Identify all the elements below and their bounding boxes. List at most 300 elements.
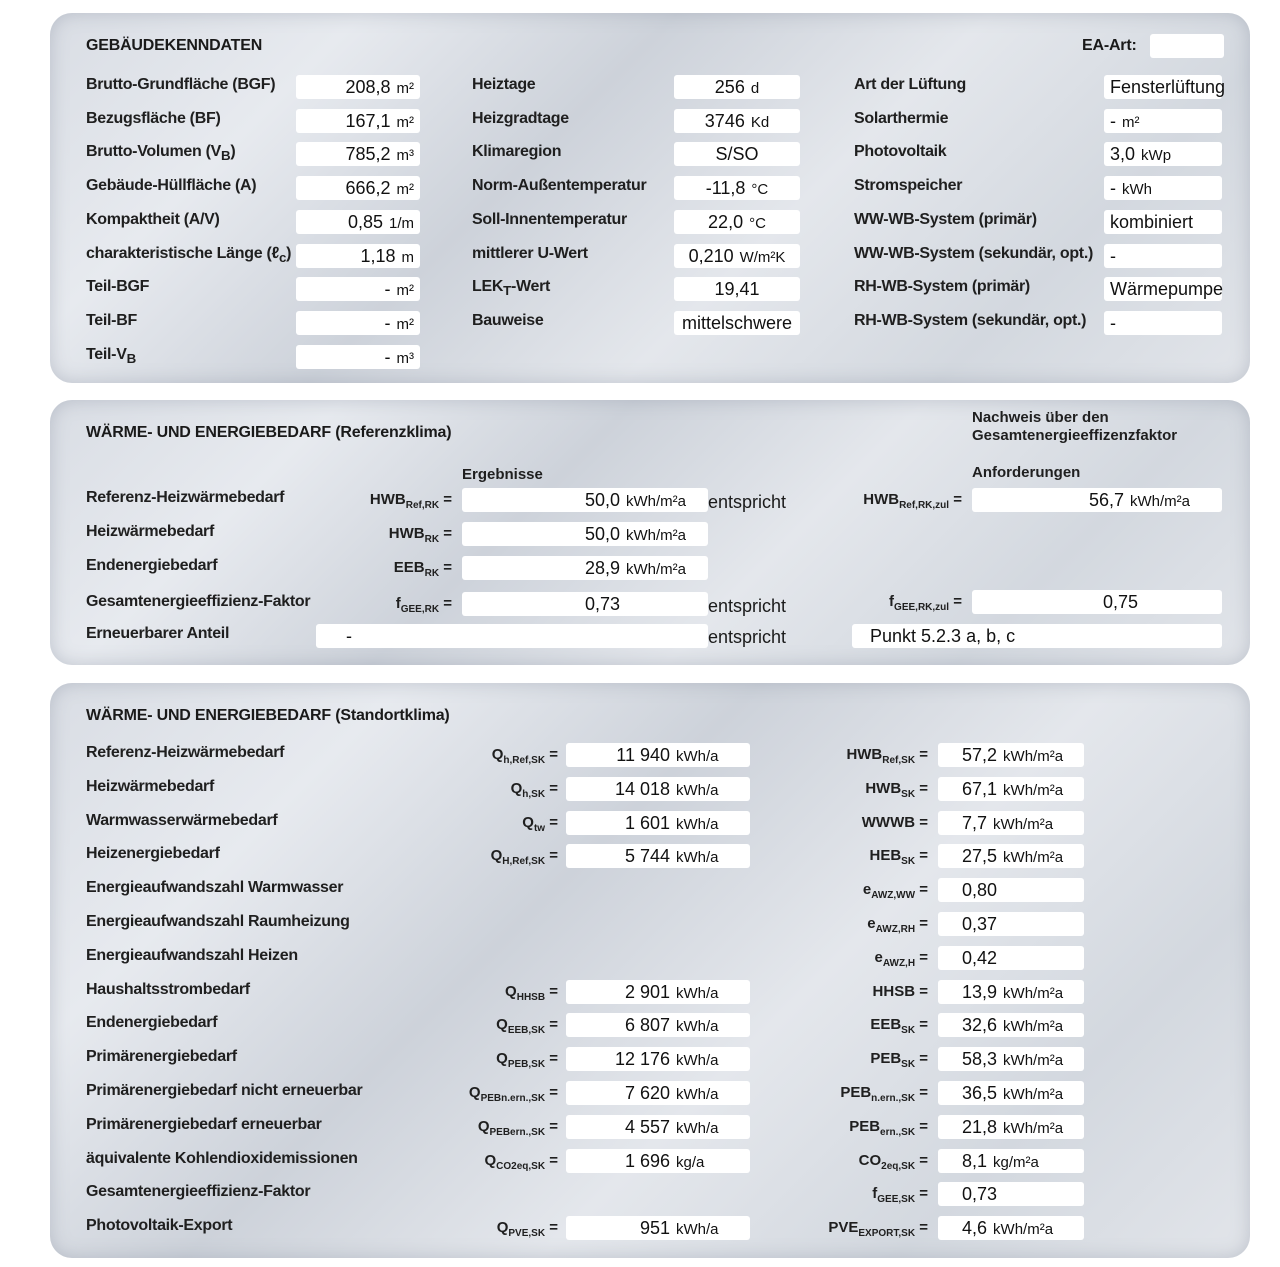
symbol-text: EEB — [870, 1016, 902, 1034]
unit-text: kWh/m²a — [1003, 1052, 1064, 1070]
quantity-field[interactable] — [566, 1013, 750, 1037]
unit-text: kg/a — [676, 1153, 705, 1171]
row-label — [86, 1082, 362, 1100]
label-text: Referenz-Heizwärmebedarf — [86, 489, 285, 506]
field-label — [472, 76, 535, 94]
quantity-field[interactable] — [566, 1081, 750, 1105]
specific-field[interactable] — [938, 844, 1084, 868]
symbol-text: Q — [496, 1219, 509, 1237]
value-text: - — [1110, 245, 1116, 266]
symbol-text: HWB — [388, 525, 425, 542]
quantity-field[interactable] — [566, 1149, 750, 1173]
unit-text: kWh/m²a — [1003, 849, 1064, 867]
row-label — [86, 913, 350, 931]
note-line-1: Nachweis über den — [972, 409, 1109, 426]
symbol-text: HHSB — [872, 982, 916, 1000]
label-text: Endenergiebedarf — [86, 1014, 218, 1032]
subscript: SK — [901, 1059, 916, 1071]
field-label — [854, 110, 948, 128]
value-text: 11 940 — [616, 745, 670, 765]
requirements-label: Anforderungen — [972, 464, 1081, 481]
unit-text: m² — [396, 315, 414, 333]
field-label — [86, 76, 275, 94]
unit-text: kg/m²a — [993, 1153, 1039, 1171]
row-label — [86, 1150, 358, 1168]
value-text: kombiniert — [1110, 211, 1194, 232]
entspricht-text — [708, 627, 786, 648]
results-label: Ergebnisse — [462, 466, 543, 483]
symbol-text: EEB — [393, 559, 425, 576]
subscript: AWZ,WW — [871, 890, 916, 902]
label-text: Heizwärmebedarf — [86, 777, 214, 795]
result-label — [86, 557, 217, 575]
panel-standortklima — [50, 683, 1250, 1258]
value-field[interactable] — [296, 142, 420, 166]
quantity-symbol: $Q_{PEBn.ern.,SK}$ = — [468, 1084, 558, 1104]
label-text: Solarthermie — [854, 109, 949, 127]
requirement-field[interactable] — [972, 590, 1222, 614]
requirement-symbol: $HWB_{Ref,RK,zul}$ = — [863, 491, 962, 511]
value-text: - — [1110, 312, 1116, 333]
value-text: 167,1 — [345, 110, 391, 131]
label-text: Heiztage — [472, 76, 536, 93]
value-text: 19,41 — [714, 279, 760, 300]
symbol-text: HWB — [846, 746, 883, 763]
specific-symbol: $e_{AWZ,RH}$ = — [867, 915, 928, 935]
label-text: Heizwärmebedarf — [86, 523, 214, 540]
value-text: 50,0 — [584, 524, 620, 544]
unit-text: kWh/a — [676, 1221, 719, 1239]
quantity-field[interactable] — [566, 743, 750, 767]
subscript: Ref,SK — [882, 755, 916, 766]
value-text: 8,1 — [962, 1150, 988, 1171]
subscript: PEBn.ern.,SK — [480, 1093, 546, 1104]
value-field[interactable] — [1104, 311, 1222, 335]
value-field[interactable] — [296, 75, 420, 99]
value-text: 0,73 — [962, 1184, 998, 1205]
field-label — [472, 211, 627, 229]
specific-field[interactable] — [938, 878, 1084, 902]
entspricht-label: entspricht — [708, 627, 787, 647]
specific-symbol: $HWB_{Ref,SK}$ = — [846, 746, 928, 766]
subscript: 2eq,SK — [881, 1160, 916, 1172]
section-title: WÄRME- UND ENERGIEBEDARF (Referenzklima) — [86, 424, 452, 441]
quantity-field[interactable] — [566, 811, 750, 835]
value-field[interactable] — [674, 109, 800, 133]
label-text: Teil-BF — [86, 311, 137, 329]
label-text: WW-WB-System (primär) — [854, 210, 1037, 228]
quantity-field[interactable] — [566, 1047, 750, 1071]
unit-text: d — [750, 80, 760, 97]
subscript: GEE,RK,zul — [894, 602, 950, 613]
row-label — [86, 744, 284, 762]
subscript: EXPORT,SK — [858, 1228, 916, 1240]
value-text: S/SO — [715, 144, 759, 165]
label-text: Brutto-Grundfläche (BGF) — [86, 76, 276, 93]
subscript: Ref,RK,zul — [899, 500, 950, 511]
symbol-text: Q — [484, 1151, 497, 1169]
label-text: Bauweise — [472, 311, 544, 329]
unit-text: m² — [396, 80, 414, 97]
value-field[interactable] — [296, 176, 420, 200]
unit-text: m² — [396, 282, 414, 300]
label-text: Primärenergiebedarf — [86, 1048, 237, 1066]
row-label — [86, 947, 298, 965]
specific-field[interactable] — [938, 980, 1084, 1004]
quantity-field[interactable] — [566, 777, 750, 801]
label-text: Endenergiebedarf — [86, 557, 218, 574]
value-field[interactable] — [674, 311, 800, 335]
label-text: Art der Lüftung — [854, 76, 966, 93]
field-label — [86, 177, 256, 195]
value-text: 50,0 — [584, 490, 620, 510]
section-title: WÄRME- UND ENERGIEBEDARF (Standortklima) — [86, 707, 450, 724]
value-text: 58,3 — [962, 1049, 998, 1070]
value-text: - — [1110, 110, 1116, 131]
value-text: 1,18 — [360, 245, 396, 266]
label-text: RH-WB-System (primär) — [854, 278, 1030, 296]
ea-art-field[interactable] — [1150, 34, 1224, 58]
result-symbol: $HWB_{RK}$ = — [388, 525, 452, 545]
result-field[interactable] — [462, 556, 708, 580]
symbol-text: HWB — [369, 491, 406, 508]
value-text: 1 601 — [624, 812, 670, 833]
value-text: 14 018 — [614, 778, 670, 799]
unit-text: kWh/m²a — [1003, 1119, 1064, 1137]
specific-symbol: $e_{AWZ,H}$ = — [874, 948, 928, 969]
specific-field[interactable] — [938, 1149, 1084, 1173]
result-symbol: $EEB_{RK}$ = — [393, 559, 452, 579]
subscript: SK — [901, 788, 916, 800]
field-label — [854, 245, 1093, 263]
value-text: 57,2 — [962, 745, 998, 765]
value-field[interactable] — [674, 75, 800, 99]
unit-text: kWh/a — [676, 1052, 719, 1070]
value-field[interactable] — [296, 210, 420, 234]
value-text: 21,8 — [962, 1116, 998, 1137]
subscript: tw — [533, 822, 546, 834]
unit-text: kWh/a — [676, 1119, 719, 1137]
value-field[interactable] — [296, 109, 420, 133]
row-label — [86, 812, 277, 830]
unit-text: kWh/m²a — [1003, 748, 1064, 765]
specific-symbol: $e_{AWZ,WW}$ = — [862, 881, 928, 902]
unit-text: m² — [396, 113, 414, 131]
subscript: EEB,SK — [507, 1025, 546, 1037]
label-text: Bezugsfläche (BF) — [86, 109, 221, 127]
subscript: PEBern.,SK — [489, 1126, 546, 1138]
requirement-field[interactable] — [972, 488, 1222, 512]
value-text: 4,6 — [962, 1218, 988, 1239]
label-tail: -Wert — [510, 278, 551, 296]
label-text: Teil-BGF — [86, 278, 150, 296]
row-label — [86, 879, 343, 897]
label-text: Primärenergiebedarf nicht erneuerbar — [86, 1082, 363, 1099]
specific-field[interactable] — [938, 743, 1084, 767]
label-text: RH-WB-System (sekundär, opt.) — [854, 311, 1087, 329]
subscript: Ref,RK — [405, 500, 440, 511]
label-text: Kompaktheit (A/V) — [86, 210, 220, 228]
specific-symbol: $HWB_{SK}$ = — [865, 779, 928, 800]
unit-text: kWh/m²a — [993, 815, 1054, 833]
unit-text: kWh/a — [676, 1018, 719, 1036]
value-text: 3,0 — [1110, 144, 1136, 165]
quantity-symbol: $Q_{PEB,SK}$ = — [496, 1050, 558, 1071]
unit-text: kWh/a — [676, 781, 719, 799]
value-text: 28,9 — [584, 558, 620, 578]
quantity-field[interactable] — [566, 980, 750, 1004]
specific-field[interactable] — [938, 1216, 1084, 1240]
value-text: 13,9 — [962, 981, 998, 1002]
symbol-text: WWWB — [861, 813, 916, 831]
value-text: - — [384, 312, 391, 333]
value-text: 0,37 — [962, 914, 998, 934]
value-text: 208,8 — [345, 77, 391, 97]
field-label — [86, 312, 137, 330]
result-label — [86, 625, 229, 643]
symbol-text: PEB — [840, 1084, 872, 1101]
subscript: HHSB — [516, 991, 546, 1003]
label-text: Heizenergiebedarf — [86, 845, 220, 863]
field-label — [472, 177, 646, 195]
specific-symbol: WWWB = — [861, 813, 928, 831]
value-field[interactable] — [296, 311, 420, 335]
unit-text: kWh/m²a — [626, 561, 686, 578]
quantity-symbol: $Q_{EEB,SK}$ = — [496, 1016, 558, 1037]
value-field[interactable] — [674, 176, 800, 200]
symbol-text: CO — [858, 1151, 882, 1169]
result-field[interactable] — [462, 592, 708, 616]
value-text: 6 807 — [624, 1015, 670, 1036]
symbol-text: Q — [490, 847, 503, 865]
subscript: CO2eq,SK — [496, 1160, 546, 1172]
value-text: 666,2 — [345, 178, 391, 199]
subscript: AWZ,H — [882, 957, 916, 969]
value-text: 67,1 — [962, 778, 998, 799]
specific-symbol: $PVE_{EXPORT,SK}$ = — [828, 1219, 928, 1240]
value-field[interactable] — [1104, 244, 1222, 268]
unit-text: m³ — [396, 147, 414, 165]
panel-referenzklima — [50, 400, 1250, 665]
quantity-symbol: $Q_{PEBern.,SK}$ = — [477, 1117, 558, 1138]
row-label — [86, 778, 214, 796]
specific-field[interactable] — [938, 1182, 1084, 1206]
value-text: 0,42 — [962, 947, 998, 968]
quantity-symbol: $Q_{h,SK}$ = — [510, 779, 558, 800]
result-field[interactable] — [316, 624, 708, 648]
symbol-text: e — [867, 915, 876, 932]
subscript: PVE,SK — [508, 1228, 546, 1240]
field-label — [86, 346, 136, 366]
result-label — [86, 489, 284, 507]
symbol-text: HWB — [863, 491, 900, 508]
unit-text: m³ — [396, 349, 414, 367]
value-text: 22,0 — [708, 211, 744, 232]
value-text: 785,2 — [345, 144, 391, 165]
value-text: Wärmepumpe — [1110, 279, 1224, 300]
result-symbol: $HWB_{Ref,RK}$ = — [369, 491, 452, 511]
result-symbol: $f_{GEE,RK}$ = — [395, 595, 452, 615]
subscript: B — [221, 148, 231, 164]
symbol-text: f — [872, 1185, 878, 1203]
field-label — [472, 278, 550, 298]
row-label — [86, 1217, 232, 1235]
value-text: - — [346, 626, 352, 646]
value-text: 56,7 — [1088, 490, 1124, 510]
value-field[interactable] — [296, 277, 420, 301]
specific-symbol: HHSB = — [872, 982, 928, 1000]
label-tail: ) — [286, 244, 292, 262]
label-text: Photovoltaik-Export — [86, 1217, 233, 1235]
symbol-text: f — [889, 593, 895, 610]
value-text: 5 744 — [624, 846, 670, 867]
symbol-text: HEB — [869, 847, 902, 865]
symbol-text: Q — [477, 1117, 490, 1135]
symbol-text: f — [395, 595, 401, 612]
label-text: charakteristische Länge (ℓ — [86, 244, 279, 262]
value-text: mittelschwere — [681, 312, 793, 333]
unit-text: 1/m — [388, 214, 414, 232]
subscript: H,Ref,SK — [502, 856, 546, 868]
label-text: Soll-Innentemperatur — [472, 210, 627, 228]
label-text: Energieaufwandszahl Heizen — [86, 946, 298, 964]
value-field[interactable] — [1104, 277, 1222, 301]
section-title: GEBÄUDEKENNDATEN — [86, 37, 263, 54]
field-label — [86, 278, 149, 296]
value-text: 27,5 — [962, 846, 998, 867]
quantity-field[interactable] — [566, 1216, 750, 1240]
unit-text: kWh/m²a — [626, 527, 686, 544]
symbol-text: Q — [468, 1084, 481, 1101]
quantity-field[interactable] — [566, 844, 750, 868]
quantity-symbol: $Q_{h,Ref,SK}$ = — [491, 746, 558, 766]
specific-field[interactable] — [938, 1013, 1084, 1037]
value-text: 2 901 — [624, 981, 670, 1002]
subscript: AWZ,RH — [875, 924, 916, 935]
field-label — [472, 143, 561, 161]
value-text: 36,5 — [962, 1083, 998, 1103]
field-label — [854, 278, 1030, 296]
value-field[interactable] — [1104, 75, 1226, 99]
label-text: mittlerer U-Wert — [472, 244, 588, 262]
subscript: h,Ref,SK — [503, 755, 546, 766]
subscript: h,SK — [522, 788, 546, 800]
result-field[interactable] — [462, 488, 708, 512]
label-text: Photovoltaik — [854, 143, 947, 161]
subscript: GEE,SK — [877, 1194, 916, 1206]
symbol-text: Q — [522, 813, 534, 831]
label-text: Gesamtenergieeffizienz-Faktor — [86, 593, 311, 610]
value-text: 0,85 — [347, 211, 383, 232]
specific-field[interactable] — [938, 811, 1084, 835]
label-text: Gebäude-Hüllfläche (A) — [86, 177, 257, 195]
value-field[interactable] — [1104, 109, 1222, 133]
label-text: Norm-Außentemperatur — [472, 177, 647, 195]
quantity-field[interactable] — [566, 1115, 750, 1139]
symbol-text: Q — [491, 746, 504, 763]
value-text: Fensterlüftung — [1110, 77, 1226, 97]
unit-text: kWh/a — [676, 1086, 719, 1103]
label-text: Haushaltsstrombedarf — [86, 980, 250, 998]
symbol-text: e — [874, 948, 883, 966]
specific-field[interactable] — [938, 1047, 1084, 1071]
value-text: 32,6 — [962, 1015, 998, 1036]
label-text: Teil-V — [86, 345, 127, 363]
label-text: Heizgradtage — [472, 109, 569, 127]
field-label — [472, 245, 588, 263]
label-tail: ) — [230, 143, 236, 161]
value-field[interactable] — [674, 277, 800, 301]
value-field[interactable] — [1104, 176, 1222, 200]
specific-symbol: $f_{GEE,SK}$ = — [872, 1185, 928, 1206]
value-field[interactable] — [1104, 142, 1222, 166]
value-field[interactable] — [674, 244, 800, 268]
requirement-field[interactable] — [852, 624, 1222, 648]
specific-field[interactable] — [938, 1115, 1084, 1139]
specific-field[interactable] — [938, 946, 1084, 970]
ea-art-label: EA-Art: — [1082, 37, 1137, 54]
result-field[interactable] — [462, 522, 708, 546]
value-field[interactable] — [296, 244, 420, 268]
row-label — [86, 845, 220, 863]
row-label — [86, 1183, 310, 1201]
field-label — [86, 110, 220, 128]
value-field[interactable] — [674, 142, 800, 166]
value-text: 256 — [714, 77, 745, 97]
subscript: PEB,SK — [507, 1059, 546, 1071]
entspricht-text — [708, 596, 786, 617]
unit-text: kWh/a — [676, 984, 719, 1002]
value-text: 0,73 — [584, 594, 620, 614]
value-text: - — [384, 279, 391, 300]
label-text: Stromspeicher — [854, 177, 963, 195]
unit-text: kWh/m²a — [1003, 781, 1064, 799]
label-text: Primärenergiebedarf erneuerbar — [86, 1115, 322, 1133]
subscript: GEE,RK — [400, 604, 440, 615]
value-text: 1 696 — [624, 1150, 670, 1171]
field-label — [854, 312, 1086, 330]
subscript: RK — [424, 534, 440, 545]
specific-symbol: $CO_{2eq,SK}$ = — [858, 1151, 928, 1172]
field-label — [472, 110, 569, 128]
specific-symbol: $PEB_{SK}$ = — [870, 1050, 928, 1071]
quantity-symbol: $Q_{HHSB}$ = — [505, 982, 558, 1003]
quantity-symbol: $Q_{CO2eq,SK}$ = — [484, 1151, 558, 1172]
symbol-text: Q — [505, 982, 517, 1000]
specific-symbol: $HEB_{SK}$ = — [869, 847, 928, 868]
result-label — [86, 593, 310, 611]
label-text: Energieaufwandszahl Warmwasser — [86, 879, 344, 897]
unit-text: kWh/a — [676, 748, 719, 765]
result-label — [86, 523, 214, 541]
unit-text: Kd — [750, 113, 770, 131]
subscript: RK — [424, 568, 440, 579]
subscript: SK — [901, 1025, 916, 1037]
note-line-2: Gesamtenergieeffizenzfaktor — [972, 427, 1178, 444]
value-field[interactable] — [296, 345, 420, 369]
requirement-symbol: $f_{GEE,RK,zul}$ = — [889, 593, 962, 613]
specific-field[interactable] — [938, 777, 1084, 801]
value-field[interactable] — [1104, 210, 1222, 234]
value-field[interactable] — [674, 210, 800, 234]
value-text: 0,75 — [1102, 592, 1138, 612]
row-label — [86, 981, 250, 999]
specific-field[interactable] — [938, 1081, 1084, 1105]
label-text: äquivalente Kohlendioxidemissionen — [86, 1149, 358, 1167]
specific-symbol: $PEB_{ern.,SK}$ = — [849, 1117, 928, 1138]
unit-text: kWh — [1122, 181, 1152, 199]
specific-field[interactable] — [938, 912, 1084, 936]
